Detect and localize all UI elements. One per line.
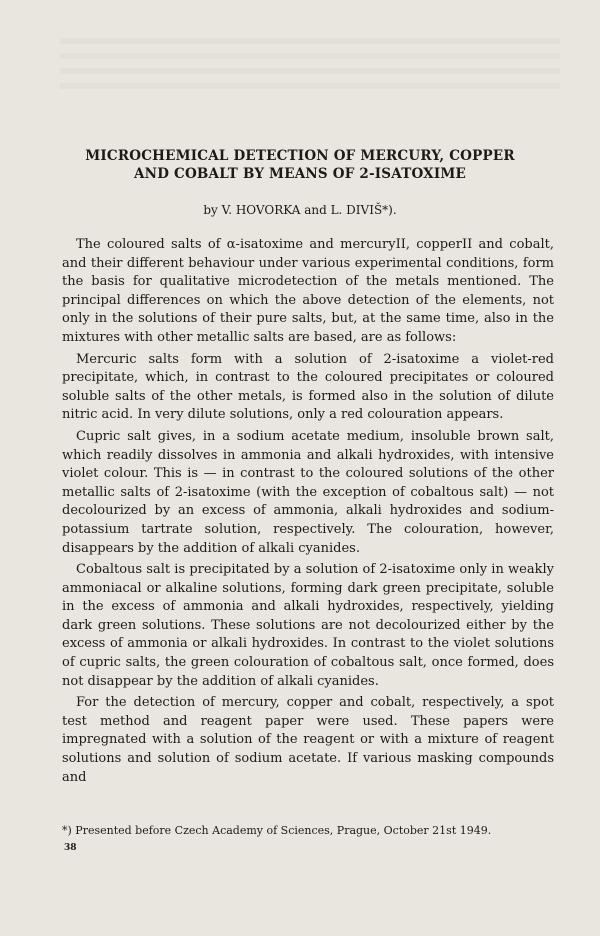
page-number: 38 <box>64 843 77 853</box>
footnote: *) Presented before Czech Academy of Sciences, Prague, October 21st 1949. <box>62 824 492 837</box>
article-body <box>62 236 554 790</box>
article-title <box>60 147 540 183</box>
title-line-1: MICROCHEMICAL DETECTION OF MERCURY, COPPER <box>85 148 515 164</box>
title-line-2: AND COBALT BY MEANS OF 2-ISATOXIME <box>134 166 466 182</box>
article-authors: by V. HOVORKA and L. DIVIŠ*). <box>203 203 397 217</box>
paragraph-5: For the detection of mercury, copper and cobalt, respectively, a spot test method and reagent paper were used. These papers were impregnated with a solution of the reagent or with a mixture of reagent solutions and solution of sodium acetate. If various masking compounds and <box>62 695 554 785</box>
bleed-through-texture <box>60 38 560 98</box>
paragraph-1: The coloured salts of α-isatoxime and mercuryII, copperII and cobalt, and their different behaviour under various experimental conditions, form the basis for qualitative microdetection of the metals mentioned. The principal differences on which the above detection of the elements, not only in the solutions of their pure salts, but, at the same time, also in the mixtures with other metallic salts are based, are as follows: <box>62 237 554 345</box>
paragraph-4: Cobaltous salt is precipitated by a solution of 2-isatoxime only in weakly ammoniacal or alkaline solutions, forming dark green precipitate, soluble in the excess of ammonia and alkali hydroxides, respectively, yielding dark green solutions. These solutions are not decolourized either by the excess of ammonia or alkali hydroxides. In contrast to the violet solutions of cupric salts, the green colouration of cobaltous salt, once formed, does not disappear by the addition of alkali cyanides. <box>62 562 554 689</box>
paragraph-2: Mercuric salts form with a solution of 2-isatoxime a violet-red precipitate, which, in contrast to the coloured precipitates or coloured soluble salts of the other metals, is formed also in the solution of dilute nitric acid. In very dilute solutions, only a red colouration appears. <box>62 351 554 423</box>
paragraph-3: Cupric salt gives, in a sodium acetate medium, insoluble brown salt, which readily dissolves in ammonia and alkali hydroxides, with intensive violet colour. This is — in contrast to the coloured solutions of the other metallic salts of 2-isatoxime (with the exception of cobaltous salt) — not decolourized by an excess of ammonia, alkali hydroxides and sodium-potassium tartrate solution, respectively. The colouration, however, disappears by the addition of alkali cyanides. <box>62 428 554 556</box>
